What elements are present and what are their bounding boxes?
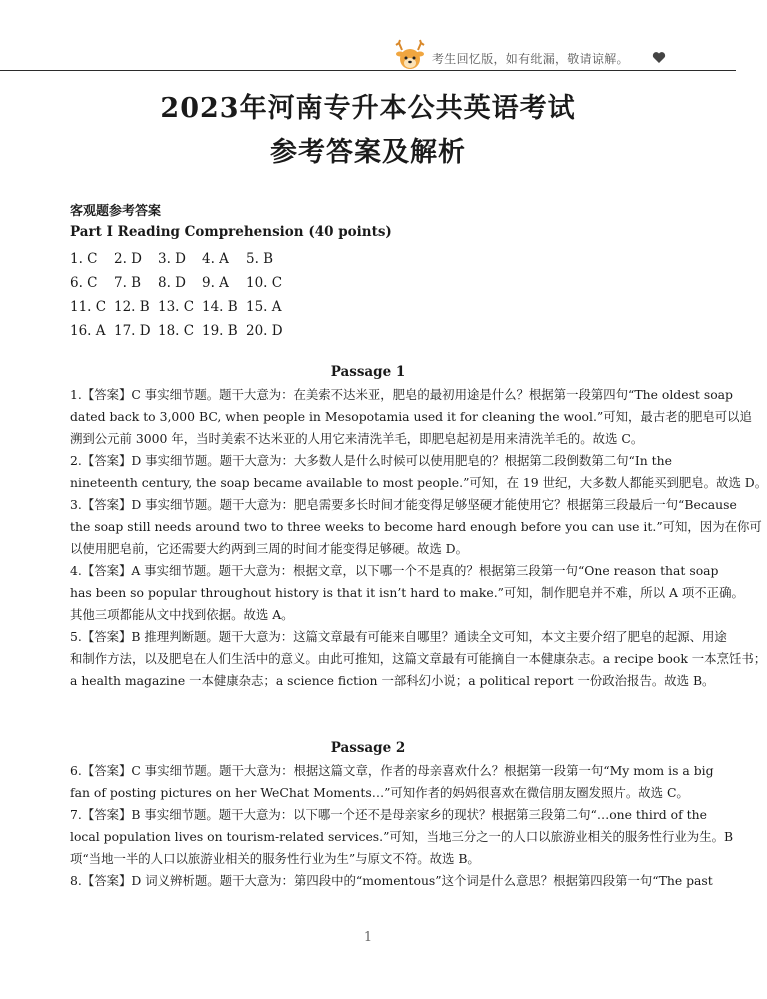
question-explanation <box>70 384 752 450</box>
answer-cell: 5. B <box>246 251 274 267</box>
answer-grid <box>70 247 290 343</box>
explanation-line: 溯到公元前 3000 年，当时美索不达米亚的人用它来清洗羊毛，即肥皂起初是用来清洗羊毛的。故选 C。 <box>70 431 644 446</box>
heart-icon <box>652 51 666 64</box>
explanation-line: 3.【答案】D 事实细节题。题干大意为：肥皂需要多长时间才能变得足够坚硬才能使用它？根据第三段最后一句“Because <box>70 497 737 512</box>
explanation-line: 其他三项都能从文中找到依据。故选 A。 <box>70 607 294 622</box>
explanation-line: the soap still needs around two to three weeks to become hard enough before you can use it.”可知，因为在你可 <box>70 519 762 534</box>
answer-row <box>70 319 290 343</box>
question-explanation <box>70 626 767 692</box>
explanation-line: local population lives on tourism-related services.”可知，当地三分之一的人口以旅游业相关的服务性行业为生。B <box>70 829 734 844</box>
answer-cell: 11. C <box>70 299 107 315</box>
explanation-line: 以使用肥皂前，它还需要大约两到三周的时间才能变得足够硬。故选 D。 <box>70 541 468 556</box>
explanation-line: 6.【答案】C 事实细节题。题干大意为：根据这篇文章，作者的母亲喜欢什么？根据第一段第一句“My mom is a big <box>70 763 714 778</box>
header-divider <box>0 70 736 71</box>
explanation-line: nineteenth century, the soap became available to most people.”可知，在 19 世纪，大多数人都能买到肥皂。故选 D。 <box>70 475 767 490</box>
answer-cell: 7. B <box>114 275 142 291</box>
answer-cell: 9. A <box>202 275 229 291</box>
explanation-line: 4.【答案】A 事实细节题。题干大意为：根据文章，以下哪一个不是真的？根据第三段第一句“One reason that soap <box>70 563 719 578</box>
explanation-line: 5.【答案】B 推理判断题。题干大意为：这篇文章最有可能来自哪里？通读全文可知，本文主要介绍了肥皂的起源、用途 <box>70 629 727 644</box>
document-title: 2023年河南专升本公共英语考试 <box>160 93 576 124</box>
answer-cell: 6. C <box>70 275 98 291</box>
answer-cell: 17. D <box>114 323 151 339</box>
question-explanation <box>70 450 767 494</box>
answer-cell: 20. D <box>246 323 283 339</box>
explanation-line: has been so popular throughout history is that it isn’t hard to make.”可知，制作肥皂并不难，所以 A 项不正确。 <box>70 585 744 600</box>
disclaimer-note: 考生回忆版，如有纰漏，敬请谅解。 <box>432 52 629 66</box>
page-number: 1 <box>363 930 373 945</box>
deer-mascot-logo <box>393 40 427 72</box>
answer-cell: 12. B <box>114 299 150 315</box>
explanation-line: 2.【答案】D 事实细节题。题干大意为：大多数人是什么时候可以使用肥皂的？根据第二段倒数第二句“In the <box>70 453 672 468</box>
explanation-line: 8.【答案】D 词义辨析题。题干大意为：第四段中的“momentous”这个词是什么意思？根据第四段第一句“The past <box>70 873 713 888</box>
document-subtitle: 参考答案及解析 <box>270 137 466 168</box>
answer-cell: 3. D <box>158 251 186 267</box>
question-explanation <box>70 760 714 804</box>
answer-cell: 19. B <box>202 323 238 339</box>
answer-cell: 13. C <box>158 299 195 315</box>
objective-answers-label: 客观题参考答案 <box>70 204 162 219</box>
passage2-title: Passage 2 <box>330 740 406 756</box>
answer-cell: 15. A <box>246 299 282 315</box>
explanation-line: dated back to 3,000 BC, when people in Mesopotamia used it for cleaning the wool.”可知，最古老的肥皂可以追 <box>70 409 752 424</box>
page-header <box>0 0 736 72</box>
answer-row <box>70 271 290 295</box>
answer-cell: 14. B <box>202 299 238 315</box>
answer-row <box>70 295 290 319</box>
answer-cell: 2. D <box>114 251 142 267</box>
explanation-line: fan of posting pictures on her WeChat Moments…”可知作者的妈妈很喜欢在微信朋友圈发照片。故选 C。 <box>70 785 689 800</box>
answer-cell: 8. D <box>158 275 186 291</box>
explanation-line: 和制作方法，以及肥皂在人们生活中的意义。由此可推知，这篇文章最有可能摘自一本健康杂志。a recipe book 一本烹饪书； <box>70 651 767 666</box>
explanation-line: 1.【答案】C 事实细节题。题干大意为：在美索不达米亚，肥皂的最初用途是什么？根据第一段第四句“The oldest soap <box>70 387 733 402</box>
answer-cell: 1. C <box>70 251 98 267</box>
part1-title: Part I Reading Comprehension (40 points) <box>70 224 392 240</box>
answer-cell: 16. A <box>70 323 106 339</box>
answer-row <box>70 247 290 271</box>
question-explanation <box>70 804 734 870</box>
passage1-title: Passage 1 <box>330 364 406 380</box>
answer-cell: 18. C <box>158 323 195 339</box>
explanation-line: 7.【答案】B 事实细节题。题干大意为：以下哪一个还不是母亲家乡的现状？根据第三段第二句“…one third of the <box>70 807 707 822</box>
explanation-line: a health magazine 一本健康杂志；a science fiction 一部科幻小说；a political report 一份政治报告。故选 B。 <box>70 673 715 688</box>
answer-cell: 4. A <box>202 251 229 267</box>
answer-cell: 10. C <box>246 275 283 291</box>
question-explanation <box>70 560 744 626</box>
question-explanation <box>70 870 713 892</box>
passage2-explanations <box>70 760 734 892</box>
explanation-line: 项“当地一半的人口以旅游业相关的服务性行业为生”与原文不符。故选 B。 <box>70 851 480 866</box>
passage1-explanations <box>70 384 767 692</box>
question-explanation <box>70 494 762 560</box>
